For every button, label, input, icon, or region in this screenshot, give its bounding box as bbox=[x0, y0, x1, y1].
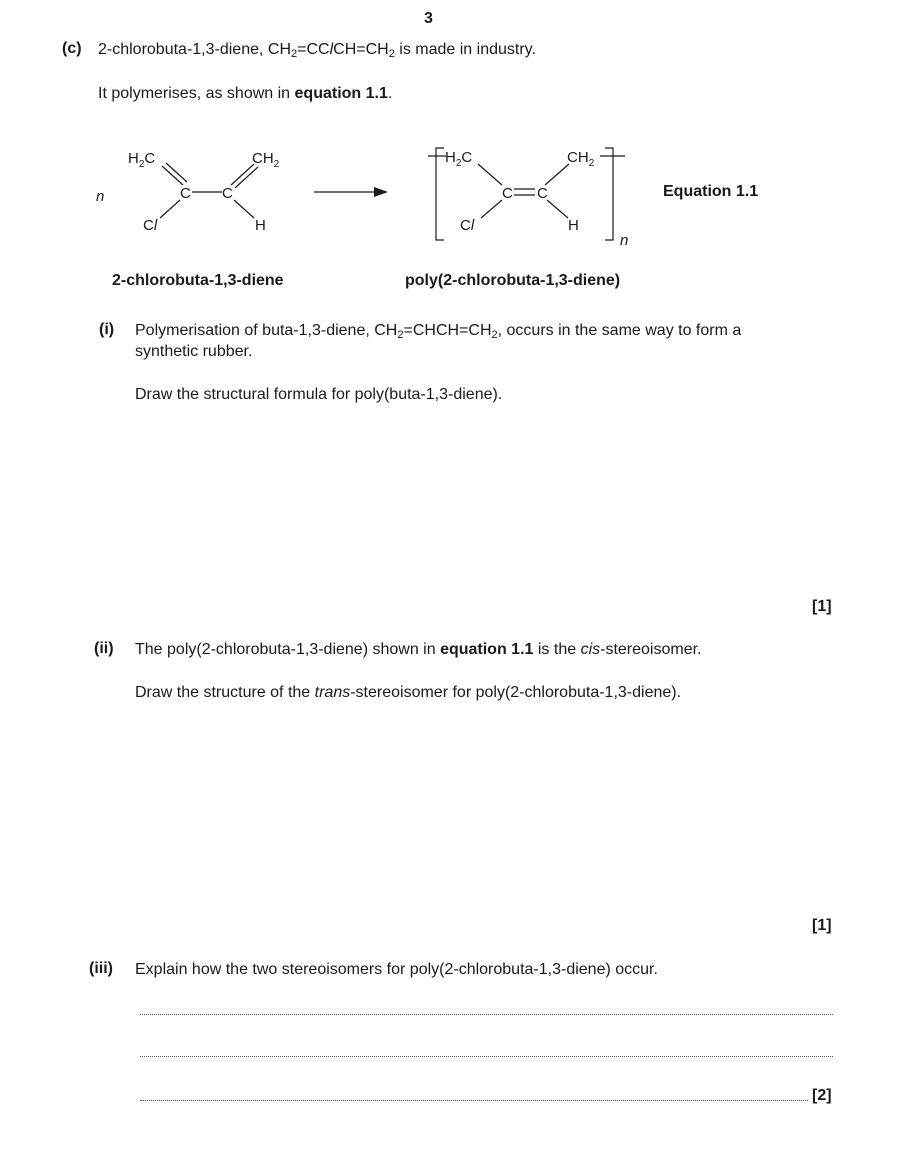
equation-label: Equation 1.1 bbox=[663, 183, 759, 200]
reaction-arrow-head bbox=[374, 187, 388, 197]
part-i-line2: synthetic rubber. bbox=[135, 343, 253, 360]
part-c-intro-name: 2-chlorobuta-1,3-diene, bbox=[98, 41, 268, 58]
equation-diagram bbox=[0, 130, 899, 270]
monomer-c1: C bbox=[180, 185, 191, 202]
answer-line-1[interactable] bbox=[140, 1012, 833, 1015]
answer-line-3[interactable] bbox=[140, 1098, 808, 1101]
part-iii-marks: [2] bbox=[812, 1087, 832, 1104]
part-i-line1-b: , occurs in the same way to form a bbox=[497, 322, 742, 339]
bond-c-h bbox=[234, 200, 254, 218]
part-c-polymerise bbox=[98, 84, 392, 104]
polymer-c1: C bbox=[502, 185, 513, 202]
polymerise-ref: equation 1.1 bbox=[294, 85, 388, 102]
part-ii-instruction bbox=[135, 683, 681, 703]
bond-c-cl-polymer bbox=[481, 200, 502, 218]
part-ii-text-cis: cis bbox=[580, 641, 601, 658]
part-iii-label: (iii) bbox=[89, 960, 113, 977]
bond-c-ch2 bbox=[545, 164, 569, 185]
coefficient-n: n bbox=[96, 188, 105, 205]
polymerise-end: . bbox=[387, 85, 393, 102]
part-ii-text bbox=[135, 640, 702, 660]
polymer-caption: poly(2-chlorobuta-1,3-diene) bbox=[405, 272, 621, 289]
part-iii-question: Explain how the two stereoisomers for poly(2-chlorobuta-1,3-diene) occur. bbox=[135, 961, 658, 978]
monomer-cl: Cl bbox=[143, 217, 158, 234]
part-i-instruction: Draw the structural formula for poly(buta-1,3-diene). bbox=[135, 386, 503, 403]
polymer-cl: Cl bbox=[460, 217, 475, 234]
monomer-ch2: $CH_2$ bbox=[252, 150, 280, 170]
part-ii-marks: [1] bbox=[812, 917, 832, 934]
subscript-n: n bbox=[620, 232, 629, 249]
monomer-caption: 2-chlorobuta-1,3-diene bbox=[112, 272, 284, 289]
part-ii-instr-b: -stereoisomer for poly(2-chlorobuta-1,3-diene). bbox=[350, 684, 682, 701]
part-c-intro: 2-chlorobuta-1,3-diene, $CH_2=CClCH=CH_2$ is made in industry. bbox=[98, 41, 536, 60]
part-i-marks: [1] bbox=[812, 598, 832, 615]
part-ii-text-b: is the bbox=[533, 641, 581, 658]
part-ii-text-ref: equation 1.1 bbox=[440, 641, 534, 658]
polymer-c2: C bbox=[537, 185, 548, 202]
part-ii-text-a: The poly(2-chlorobuta-1,3-diene) shown in bbox=[135, 641, 441, 658]
polymer-h: H bbox=[568, 217, 579, 234]
part-ii-label: (ii) bbox=[94, 640, 114, 657]
monomer-h: H bbox=[255, 217, 266, 234]
part-ii-instr-trans: trans bbox=[314, 684, 351, 701]
part-ii-instr-a: Draw the structure of the bbox=[135, 684, 315, 701]
bond-c-cl bbox=[160, 200, 180, 218]
monomer-c2: C bbox=[222, 185, 233, 202]
right-bracket bbox=[605, 148, 613, 240]
left-bracket bbox=[436, 148, 444, 240]
part-ii-text-c: -stereoisomer. bbox=[600, 641, 702, 658]
part-i-line1-a: Polymerisation of buta-1,3-diene, bbox=[135, 322, 375, 339]
part-c-label: (c) bbox=[62, 40, 82, 57]
monomer-h2c: $H_2C$ bbox=[128, 150, 156, 170]
bond-c-h-polymer bbox=[547, 200, 568, 218]
polymerise-prefix: It polymerises, as shown in bbox=[98, 85, 295, 102]
answer-line-2[interactable] bbox=[140, 1054, 833, 1057]
page-number: 3 bbox=[424, 10, 433, 27]
part-c-intro-suffix: is made in industry. bbox=[394, 41, 536, 58]
bond-ch2-c bbox=[478, 164, 502, 185]
polymer-ch2: $CH_2$ bbox=[567, 149, 595, 169]
polymer-h2c: $H_2C$ bbox=[445, 149, 473, 169]
part-i-line1: Polymerisation of buta-1,3-diene, $CH_2=CHCH=CH_2$, occurs in the same way to form a bbox=[135, 322, 742, 341]
part-i-label: (i) bbox=[99, 321, 115, 338]
